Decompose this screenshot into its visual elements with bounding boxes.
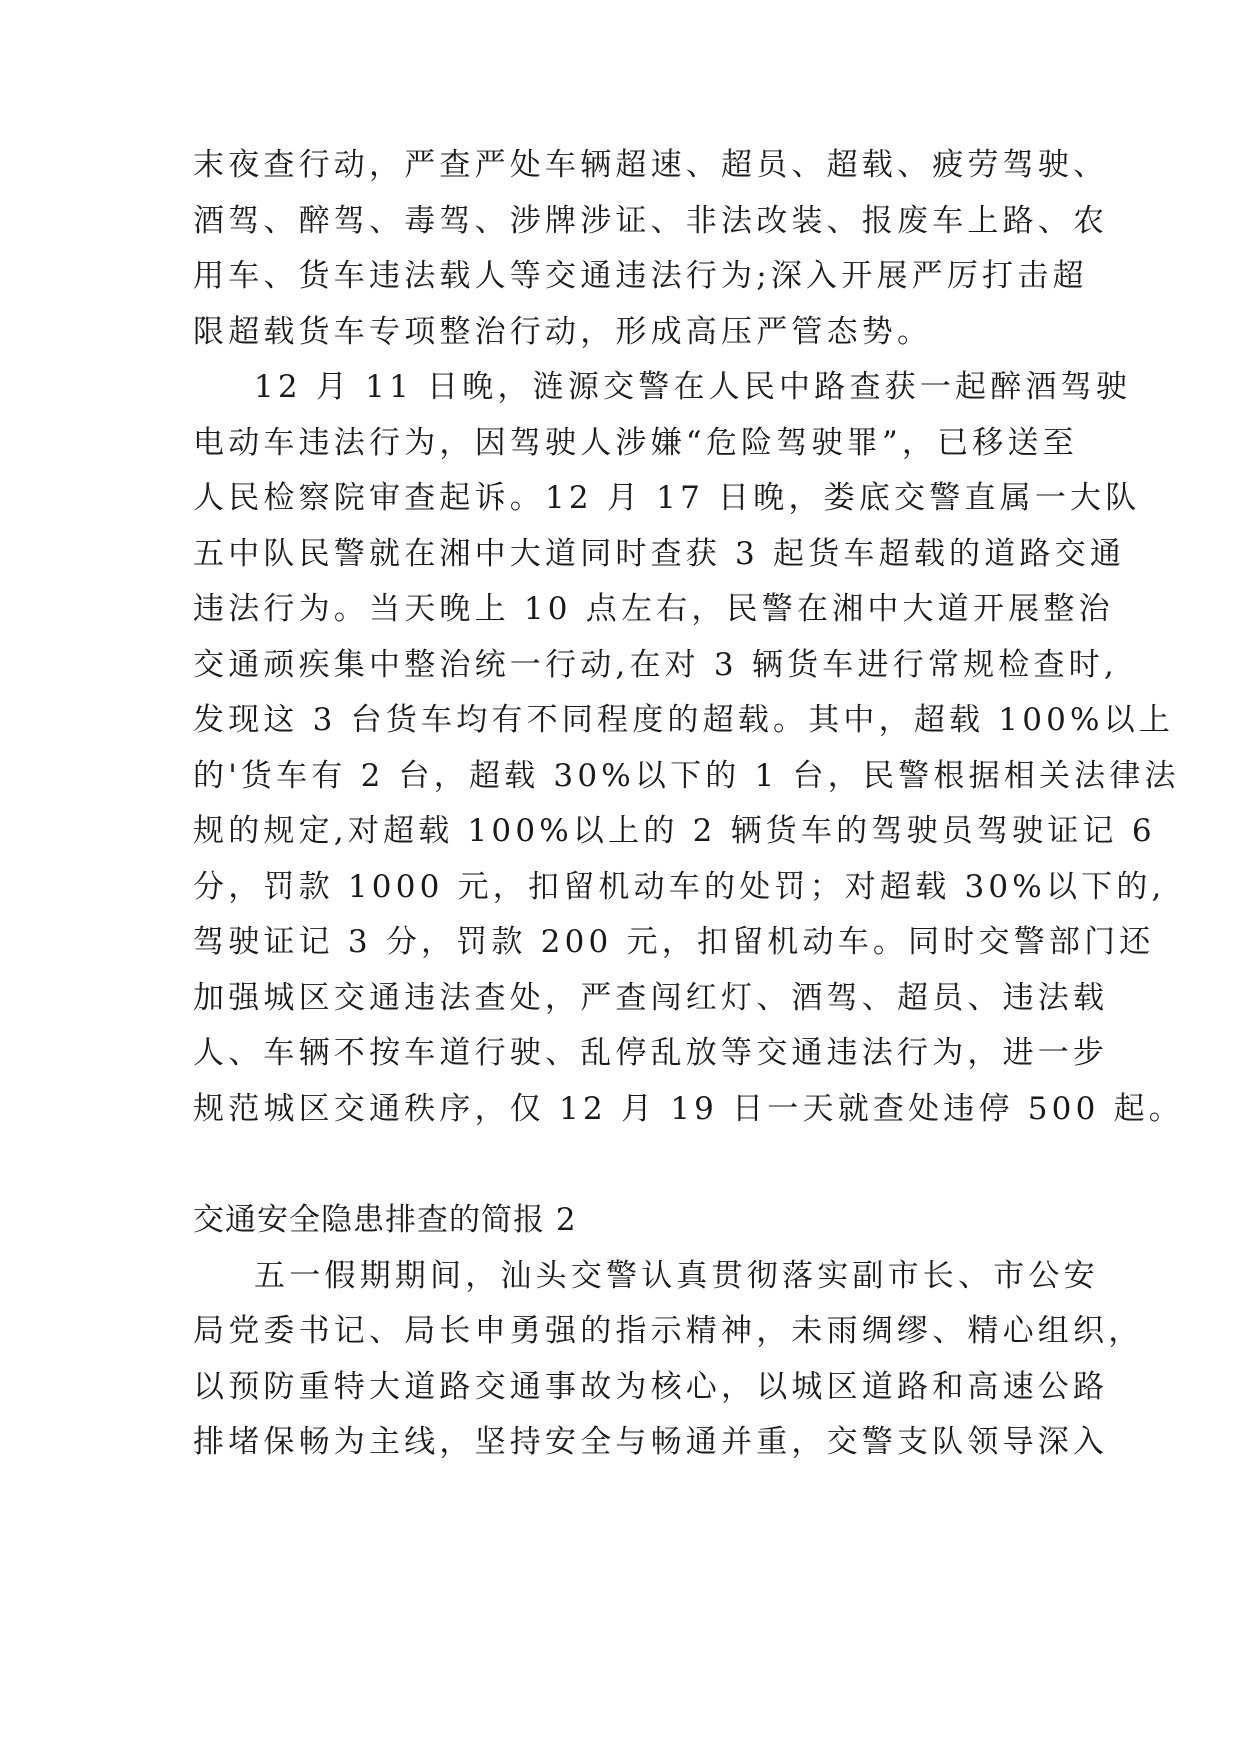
- paragraph-2-line-12: 加强城区交通违法查处，严查闯红灯、酒驾、超员、违法载: [193, 980, 1109, 1016]
- paragraph-3-line-4: 排堵保畅为主线，坚持安全与畅通并重，交警支队领导深入: [193, 1424, 1109, 1460]
- paragraph-2-line-9: 规的规定,对超载 100%以上的 2 辆货车的驾驶员驾驶证记 6: [193, 813, 1156, 849]
- section-heading: 交通安全隐患排查的简报 2: [193, 1202, 577, 1238]
- paragraph-3-line-1: 五一假期期间，汕头交警认真贯彻落实副市长、市公安: [254, 1258, 1099, 1294]
- paragraph-2-line-13: 人、车辆不按车道行驶、乱停乱放等交通违法行为，进一步: [193, 1035, 1109, 1071]
- paragraph-2-line-2: 电动车违法行为，因驾驶人涉嫌“危险驾驶罪”，已移送至: [193, 425, 1078, 461]
- paragraph-1-line-2: 酒驾、醉驾、毒驾、涉牌涉证、非法改装、报废车上路、农: [193, 203, 1109, 239]
- paragraph-2-line-10: 分，罚款 1000 元，扣留机动车的处罚；对超载 30%以下的,: [193, 869, 1166, 905]
- paragraph-2-line-14: 规范城区交通秩序，仅 12 月 19 日一天就查处违停 500 起。: [193, 1091, 1184, 1127]
- paragraph-3-line-2: 局党委书记、局长申勇强的指示精神，未雨绸缪、精心组织，: [193, 1313, 1144, 1349]
- paragraph-3-line-3: 以预防重特大道路交通事故为核心，以城区道路和高速公路: [193, 1369, 1109, 1405]
- paragraph-2-line-7: 发现这 3 台货车均有不同程度的超载。其中，超载 100%以上: [193, 702, 1175, 738]
- paragraph-2-line-3: 人民检察院审查起诉。12 月 17 日晚，娄底交警直属一大队: [193, 480, 1141, 516]
- paragraph-2-line-5: 违法行为。当天晚上 10 点左右，民警在湘中大道开展整治: [193, 591, 1114, 627]
- paragraph-2-line-4: 五中队民警就在湘中大道同时查获 3 起货车超载的道路交通: [193, 536, 1126, 572]
- paragraph-2-line-1: 12 月 11 日晚，涟源交警在人民中路查获一起醉酒驾驶: [254, 369, 1132, 405]
- paragraph-2-line-8: 的'货车有 2 台，超载 30%以下的 1 台，民警根据相关法律法: [193, 758, 1180, 794]
- paragraph-1-line-4: 限超载货车专项整治行动，形成高压严管态势。: [193, 314, 933, 350]
- paragraph-1-line-3: 用车、货车违法载人等交通违法行为;深入开展严厉打击超: [193, 258, 1088, 294]
- paragraph-2-line-6: 交通顽疾集中整治统一行动,在对 3 辆货车进行常规检查时,: [193, 647, 1118, 683]
- paragraph-1-line-1: 末夜查行动，严查严处车辆超速、超员、超载、疲劳驾驶、: [193, 147, 1109, 183]
- paragraph-2-line-11: 驾驶证记 3 分，罚款 200 元，扣留机动车。同时交警部门还: [193, 924, 1155, 960]
